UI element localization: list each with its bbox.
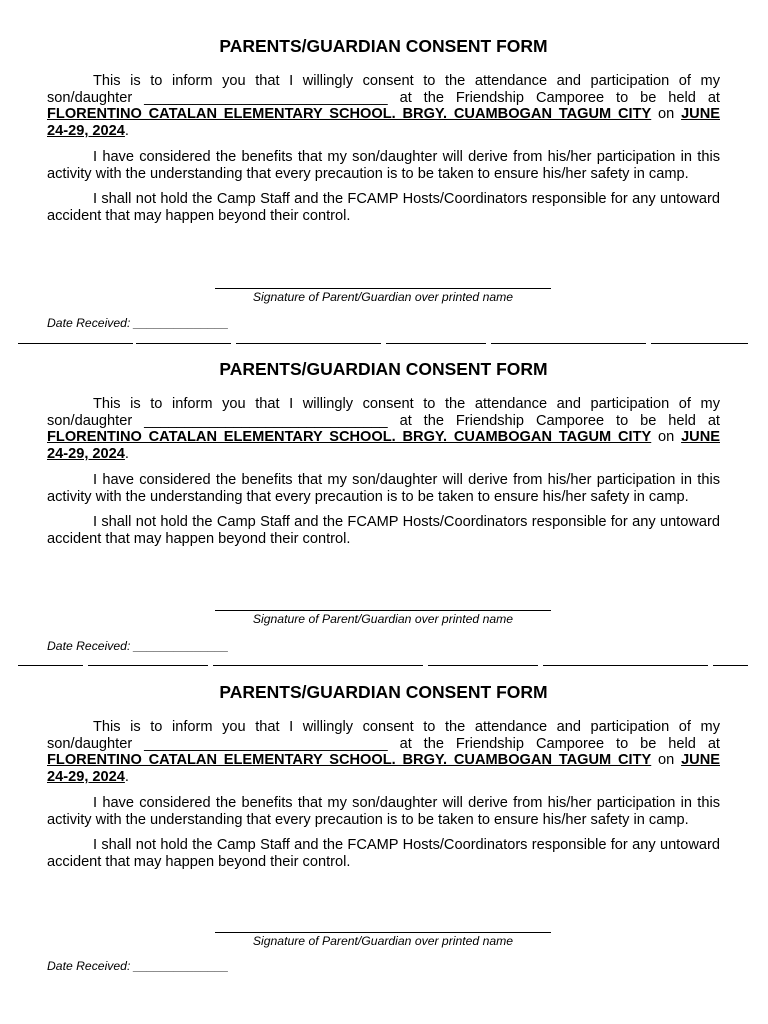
signature-caption: Signature of Parent/Guardian over printed name <box>252 290 514 304</box>
event-text: at the Friendship Camporee to be held at <box>399 89 720 106</box>
consent-paragraph <box>47 396 720 463</box>
child-name-blank: ______________________________ <box>144 735 388 752</box>
consent-form-3 <box>47 682 720 973</box>
benefits-paragraph: I have considered the benefits that my son/daughter will derive from his/her participation in this activity with the understanding that every precaution is to be taken to ensure his/her safety in camp. <box>47 148 720 182</box>
date-received: Date Received: ______________ <box>47 316 229 330</box>
venue: FLORENTINO CATALAN ELEMENTARY SCHOOL. BRGY. CUAMBOGAN TAGUM CITY <box>47 106 652 123</box>
form-title: PARENTS/GUARDIAN CONSENT FORM <box>219 682 548 702</box>
signature-line <box>215 288 551 289</box>
liability-paragraph: I shall not hold the Camp Staff and the FCAMP Hosts/Coordinators responsible for any untoward accident that may happen beyond their control. <box>47 837 720 870</box>
consent-form-1 <box>47 36 720 330</box>
consent-text: This is to inform you that I willingly consent to the attendance and participation of my son/daughter <box>47 73 720 106</box>
consent-paragraph <box>47 73 720 140</box>
venue: FLORENTINO CATALAN ELEMENTARY SCHOOL. BRGY. CUAMBOGAN TAGUM CITY <box>47 429 652 446</box>
cut-line-divider <box>18 343 748 346</box>
consent-form-2 <box>47 359 720 653</box>
period: . <box>124 769 129 786</box>
consent-paragraph <box>47 719 720 786</box>
signature-block <box>215 610 551 626</box>
child-name-blank: ______________________________ <box>144 89 388 106</box>
cut-line-divider <box>18 665 748 668</box>
consent-text: This is to inform you that I willingly consent to the attendance and participation of my son/daughter <box>47 396 720 429</box>
event-text: at the Friendship Camporee to be held at <box>399 412 720 429</box>
on-text: on <box>658 106 675 123</box>
date-received: Date Received: ______________ <box>47 959 229 973</box>
form-title: PARENTS/GUARDIAN CONSENT FORM <box>219 36 548 56</box>
consent-text: This is to inform you that I willingly consent to the attendance and participation of my son/daughter <box>47 719 720 752</box>
event-date: JUNE 24-29, 2024 <box>47 106 720 140</box>
signature-block <box>215 288 551 304</box>
benefits-paragraph: I have considered the benefits that my son/daughter will derive from his/her participation in this activity with the understanding that every precaution is to be taken to ensure his/her safety in camp. <box>47 471 720 505</box>
signature-line <box>215 610 551 611</box>
signature-caption: Signature of Parent/Guardian over printed name <box>252 934 514 948</box>
on-text: on <box>658 752 675 769</box>
liability-paragraph: I shall not hold the Camp Staff and the FCAMP Hosts/Coordinators responsible for any untoward accident that may happen beyond their control. <box>47 514 720 547</box>
period: . <box>124 446 129 463</box>
signature-line <box>215 932 551 933</box>
signature-caption: Signature of Parent/Guardian over printed name <box>252 612 514 626</box>
event-text: at the Friendship Camporee to be held at <box>399 735 720 752</box>
event-date: JUNE 24-29, 2024 <box>47 752 720 786</box>
form-title: PARENTS/GUARDIAN CONSENT FORM <box>219 359 548 379</box>
event-date: JUNE 24-29, 2024 <box>47 429 720 463</box>
venue: FLORENTINO CATALAN ELEMENTARY SCHOOL. BRGY. CUAMBOGAN TAGUM CITY <box>47 752 652 769</box>
liability-paragraph: I shall not hold the Camp Staff and the FCAMP Hosts/Coordinators responsible for any untoward accident that may happen beyond their control. <box>47 191 720 224</box>
date-received: Date Received: ______________ <box>47 639 229 653</box>
period: . <box>124 123 129 140</box>
child-name-blank: ______________________________ <box>144 412 388 429</box>
benefits-paragraph: I have considered the benefits that my son/daughter will derive from his/her participation in this activity with the understanding that every precaution is to be taken to ensure his/her safety in camp. <box>47 794 720 828</box>
on-text: on <box>658 429 675 446</box>
signature-block <box>215 932 551 948</box>
